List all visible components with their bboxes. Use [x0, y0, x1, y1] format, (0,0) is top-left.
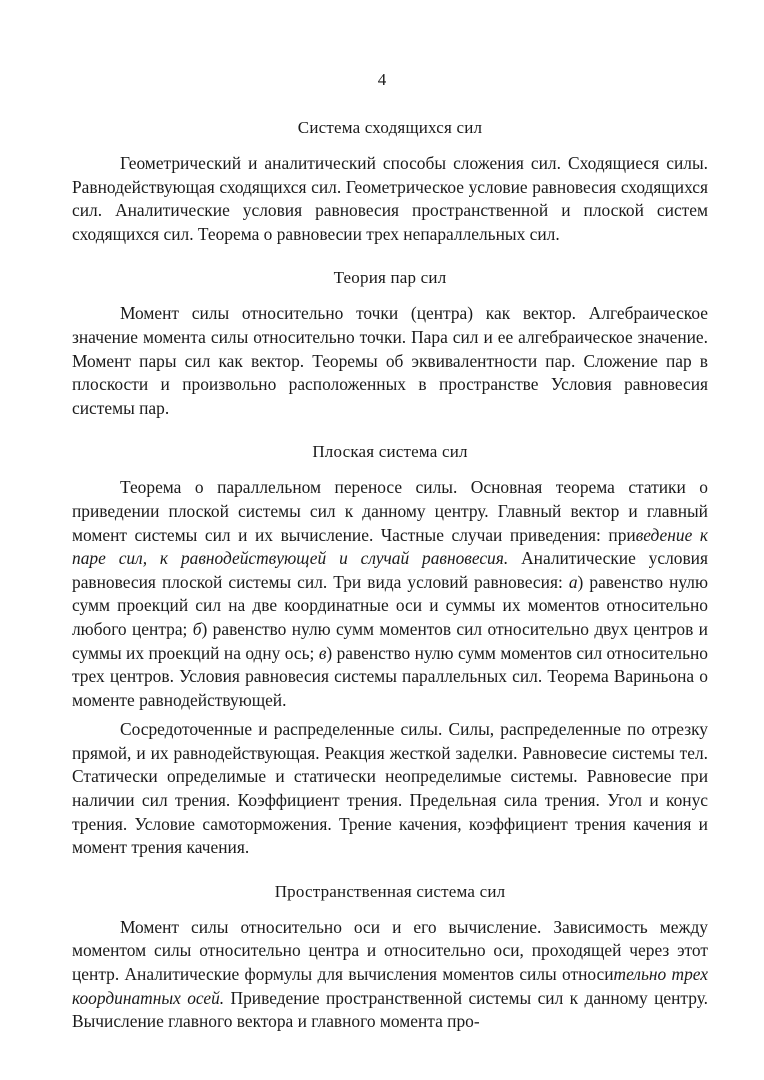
section-title-converging-forces: Система сходящихся сил — [297, 118, 483, 137]
italic-run: а — [568, 571, 578, 592]
page-content — [72, 116, 708, 1034]
text-run: Приведение пространственной системы сил к данному центру. Вычисление главного вектора и главного момента про- — [72, 987, 709, 1032]
text-run: ) равенство нулю сумм проекций сил на две координатные оси и суммы их моментов относительно любого центра; — [72, 571, 708, 639]
paragraph-force-couples: Момент силы относительно точки (центра) как вектор. Алгебраическое значение момента силы относительно точки. Пара сил и ее алгебраическое значение. Момент пары сил как вектор. Теоремы об эквивалентности пар. Сложение пар в плоскости и произвольно расположенных в пространстве Условия равновесия системы пар. — [72, 303, 708, 418]
text-run: ) равенство нулю сумм моментов сил относительно двух центров и суммы их проекций на одну ось; — [72, 618, 708, 663]
paragraph-converging-forces: Геометрический и аналитический способы сложения сил. Сходящиеся силы. Равнодействующая сходящихся сил. Геометрическое условие равновесия сходящихся сил. Аналитические условия равновесия пространственной и плоской систем сходящихся сил. Теорема о равновесии трех непараллельных сил. — [72, 153, 708, 244]
paragraph-spatial-system — [72, 916, 708, 1034]
text-run: Момент силы относительно оси и его вычисление. Зависимость между моментом силы относительно центра и относительно оси, проходящей через этот центр. Аналитические формулы для вычисления моментов силы относи — [72, 916, 708, 985]
paragraph-plane-system-2: Сосредоточенные и распределенные силы. Силы, распределенные по отрезку прямой, и их равнодействующая. Реакция жесткой заделки. Равновесие системы тел. Статически определимые и статически неопределимые системы. Равновесие при наличии сил трения. Коэффициент трения. Предельная сила трения. Угол и конус трения. Условие самоторможения. Трение качения, коэффициент трения качения и момент трения качения. — [72, 719, 708, 858]
italic-run: ведение к паре сил, к равнодействующей и случай равновесия. — [72, 524, 709, 569]
page-number: 4 — [377, 70, 387, 89]
section-title-plane-system: Плоская система сил — [312, 442, 468, 462]
section-title-spatial-system: Пространственная система сил — [274, 881, 506, 901]
text-run: ) равенство нулю сумм моментов сил относительно трех центров. Условия равновесия системы параллельных сил. Теорема Вариньона о моменте равнодействующей. — [72, 642, 709, 710]
italic-run: б — [192, 618, 202, 639]
italic-run: тельно трех координатных осей. — [72, 964, 708, 1008]
text-run: Аналитические условия равновесия плоской системы сил. Три вида условий равновесия: — [72, 548, 708, 592]
section-title-force-couples: Теория пар сил — [333, 268, 447, 288]
paragraph-plane-system-1 — [72, 476, 708, 712]
text-run: Теорема о параллельном переносе силы. Основная теорема статики о приведении плоской системы сил к данному центру. Главный вектор и главный момент системы сил и их вычисление. Частные случаи приведения: при — [72, 477, 708, 545]
italic-run: в — [318, 642, 327, 663]
